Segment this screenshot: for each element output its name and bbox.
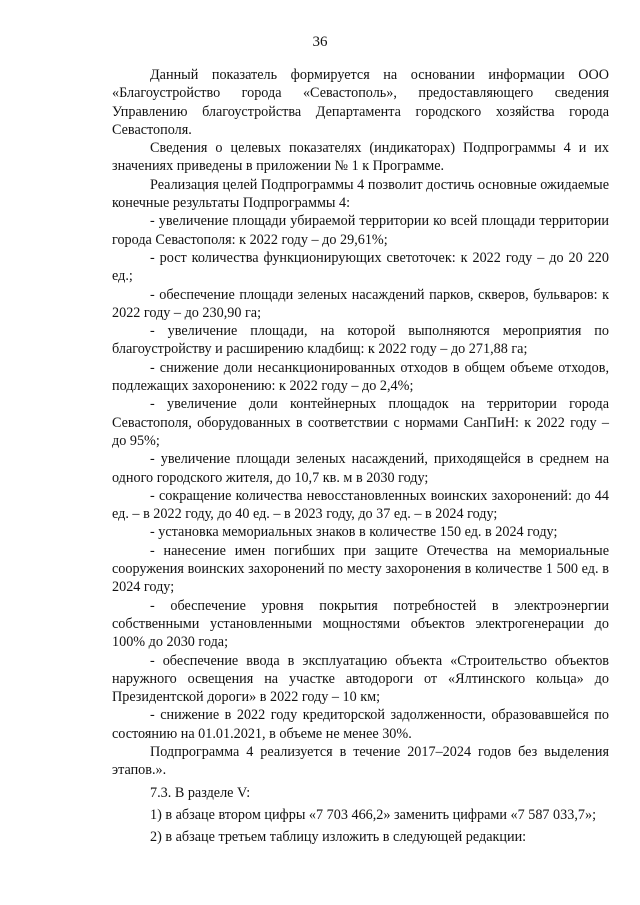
- paragraph-implementation-period: Подпрограмма 4 реализуется в течение 2017–2024 годов без выделения этапов.».: [112, 743, 609, 779]
- list-item-unauthorized-waste: - снижение доли несанкционированных отходов в общем объеме отходов, подлежащих захоронению: к 2022 году – до 2,4%;: [112, 359, 609, 395]
- page-number: 36: [312, 34, 328, 50]
- section-heading-7-3: 7.3. В разделе V:: [150, 784, 251, 801]
- paragraph-indicators-reference: Сведения о целевых показателях (индикаторах) Подпрограммы 4 и их значениях приведены в приложении № 1 к Программе.: [112, 140, 609, 175]
- document-body: [112, 66, 609, 846]
- list-item-green-area-per-resident: - увеличение площади зеленых насаждений, приходящейся в среднем на одного городского жителя, до 10,7 кв. м в 2030 году;: [112, 451, 609, 486]
- paragraph-amendment-2: 2) в абзаце третьем таблицу изложить в следующей редакции:: [150, 829, 527, 846]
- list-item-names-of-fallen: - нанесение имен погибших при защите Отечества на мемориальные сооружения воинских захоронений по месту захоронения в количестве 1 500 ед. в 2024 году;: [112, 542, 609, 596]
- list-item-accounts-payable: - снижение в 2022 году кредиторской задолженности, образовавшейся по состоянию на 01.01.2021, в объеме не менее 30%.: [112, 707, 609, 742]
- paragraph-expected-results-intro: Реализация целей Подпрограммы 4 позволит достичь основные ожидаемые конечные результаты Подпрограммы 4:: [112, 176, 609, 212]
- list-item-green-area-parks: - обеспечение площади зеленых насаждений парков, скверов, бульваров: к 2022 году – до 230,90 га;: [112, 286, 609, 321]
- paragraph-amendment-1: 1) в абзаце втором цифры «7 703 466,2» заменить цифрами «7 587 033,7»;: [150, 806, 597, 823]
- list-item-outdoor-lighting: - обеспечение ввода в эксплуатацию объекта «Строительство объектов наружного освещения на участке автодороги от «Ялтинского кольца» до Президентской дороги» в 2022 году – 10 км;: [112, 652, 609, 706]
- list-item-container-sites: - увеличение доли контейнерных площадок на территории города Севастополя, оборудованных в соответствии с нормами СанПиН: к 2022 году – до 95%;: [112, 396, 609, 449]
- paragraph-info-source: Данный показатель формируется на основании информации ООО «Благоустройство города «Севастополь», предоставляющего сведения Управлению благоустройства Департамента городского хозяйства города Севастополя.: [112, 67, 609, 138]
- list-item-light-points: - рост количества функционирующих светоточек: к 2022 году – до 20 220 ед.;: [112, 249, 609, 285]
- list-item-cemetery-area: - увеличение площади, на которой выполняются мероприятия по благоустройству и расширению кладбищ: к 2022 году – до 271,88 га;: [112, 323, 609, 358]
- list-item-memorial-signs: - установка мемориальных знаков в количестве 150 ед. в 2024 году;: [150, 524, 558, 541]
- list-item-electricity-coverage: - обеспечение уровня покрытия потребностей в электроэнергии собственными установленными мощностями объектов электрогенерации до 100% до 2030 года;: [112, 597, 609, 651]
- list-item-cleaned-territory: - увеличение площади убираемой территории ко всей площади территории города Севастополя: к 2022 году – до 29,61%;: [112, 213, 609, 248]
- list-item-military-burials: - сокращение количества невосстановленных воинских захоронений: до 44 ед. – в 2022 году, до 40 ед. – в 2023 году, до 37 ед. – в 2024 году;: [112, 487, 609, 523]
